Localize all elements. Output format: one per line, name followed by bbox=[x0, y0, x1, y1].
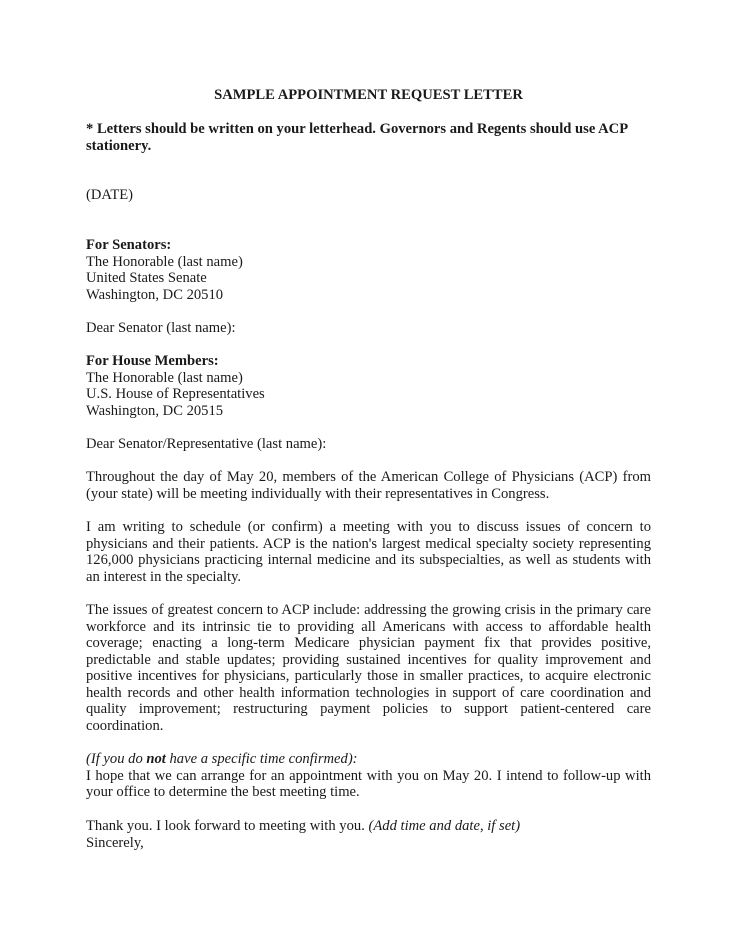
house-address-line: Washington, DC 20515 bbox=[86, 402, 224, 419]
no-time-note bbox=[86, 751, 651, 768]
closing-thanks: Thank you. I look forward to meeting with you. bbox=[86, 818, 369, 834]
no-time-text: I hope that we can arrange for an appointment with you on May 20. I intend to follow-up with your office to determine the best meeting time. bbox=[86, 767, 651, 800]
date-placeholder: (DATE) bbox=[86, 187, 134, 203]
senators-address-line: The Honorable (last name) bbox=[86, 253, 243, 270]
senators-address-line: United States Senate bbox=[86, 270, 207, 286]
letterhead-instructions: * Letters should be written on your letterhead. Governors and Regents should use ACP stationery. bbox=[86, 121, 628, 154]
no-time-block bbox=[86, 751, 651, 801]
closing-block bbox=[86, 818, 651, 851]
intro-paragraph: Throughout the day of May 20, members of the American College of Physicians (ACP) from (your state) will be meeting individually with their representatives in Congress. bbox=[86, 469, 651, 502]
no-time-note-after: have a specific time confirmed): bbox=[165, 751, 358, 767]
no-time-note-before: (If you do bbox=[86, 751, 147, 767]
house-address-block bbox=[86, 353, 651, 419]
house-address-line: U.S. House of Representatives bbox=[86, 386, 265, 402]
senators-heading: For Senators: bbox=[86, 237, 172, 253]
page-title: SAMPLE APPOINTMENT REQUEST LETTER bbox=[214, 87, 523, 103]
senators-address-block bbox=[86, 237, 651, 303]
purpose-paragraph: I am writing to schedule (or confirm) a meeting with you to discuss issues of concern to physicians and their patients. ACP is the nation's largest medical specialty society representing 126,000 physicians practicing internal medicine and its subspecialties, as well as students with an interest in the specialty. bbox=[86, 519, 651, 585]
issues-paragraph: The issues of greatest concern to ACP include: addressing the growing crisis in the primary care workforce and its intrinsic tie to providing all Americans with access to affordable health coverage; enacting a long-term Medicare physician payment fix that provides positive, predictable and stable updates; providing sustained incentives for quality improvement and positive incentives for physicians, particularly those in smaller practices, to acquire electronic health records and other health information technologies in support of care coordination and quality improvement; restructuring payment policies to support patient-centered care coordination. bbox=[86, 602, 651, 734]
senators-address-line: Washington, DC 20510 bbox=[86, 286, 224, 303]
closing-note: (Add time and date, if set) bbox=[368, 818, 521, 834]
house-heading: For House Members: bbox=[86, 353, 219, 369]
house-address-line: The Honorable (last name) bbox=[86, 369, 243, 386]
house-salutation: Dear Senator/Representative (last name): bbox=[86, 436, 327, 452]
senators-salutation: Dear Senator (last name): bbox=[86, 320, 236, 336]
no-time-note-emphasis: not bbox=[146, 751, 166, 767]
closing-signoff: Sincerely, bbox=[86, 834, 144, 851]
closing-thanks-line bbox=[86, 818, 651, 835]
